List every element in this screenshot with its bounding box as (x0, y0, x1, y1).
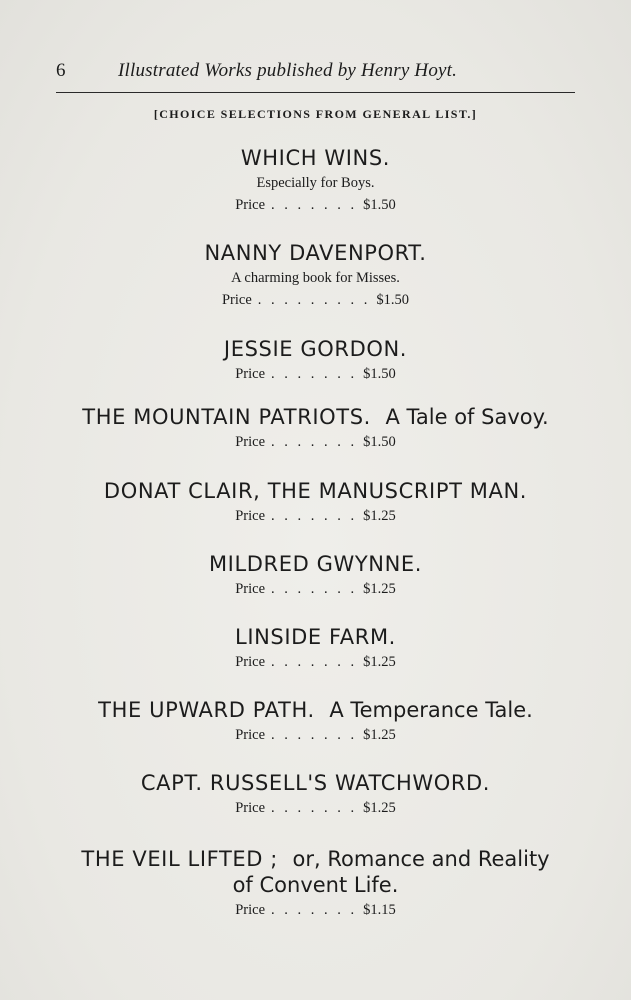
book-title (0, 478, 631, 504)
title-text: WHICH WINS. (240, 146, 391, 170)
price-leader-dots: . . . . . . . (271, 902, 358, 918)
catalog-entry (0, 240, 631, 310)
title-text: JESSIE GORDON. (223, 337, 408, 361)
title-text: NANNY DAVENPORT. (204, 241, 427, 265)
price-leader-dots: . . . . . . . (271, 508, 358, 524)
price-amount: $1.15 (363, 902, 396, 918)
price-amount: $1.50 (363, 197, 396, 213)
price-label: Price (235, 197, 266, 213)
running-title: Illustrated Works published by Henry Hoyt. (118, 60, 458, 81)
price-line (0, 652, 631, 672)
price-line (0, 725, 631, 745)
price-amount: $1.25 (363, 800, 396, 816)
price-leader-dots: . . . . . . . (271, 581, 358, 597)
book-title-line2 (0, 872, 631, 898)
book-title (0, 404, 631, 430)
catalog-entry (0, 697, 631, 745)
price-leader-dots: . . . . . . . (271, 197, 358, 213)
price-amount: $1.50 (363, 366, 396, 382)
price-line (0, 579, 631, 599)
title-subtitle: or, Romance and Reality (292, 847, 550, 871)
catalog-entry (0, 770, 631, 818)
book-title (0, 697, 631, 723)
title-text: CAPT. RUSSELL'S WATCHWORD. (140, 771, 491, 795)
book-title (0, 336, 631, 362)
catalog-entry (0, 551, 631, 599)
price-label: Price (235, 508, 266, 524)
price-line (0, 432, 631, 452)
price-label: Price (235, 366, 266, 382)
price-leader-dots: . . . . . . . (271, 727, 358, 743)
title-subtitle: A Tale of Savoy. (385, 405, 549, 429)
price-line (0, 506, 631, 526)
section-heading: [CHOICE SELECTIONS FROM GENERAL LIST.] (153, 107, 478, 121)
title-subtitle: A Temperance Tale. (329, 698, 533, 722)
price-line (0, 290, 631, 310)
price-label: Price (235, 581, 266, 597)
price-amount: $1.25 (363, 654, 396, 670)
price-leader-dots: . . . . . . . (271, 366, 358, 382)
price-leader-dots: . . . . . . . (271, 654, 358, 670)
book-description: A charming book for Misses. (231, 270, 400, 286)
title-text: DONAT CLAIR, THE MANUSCRIPT MAN. (103, 479, 528, 503)
price-leader-dots: . . . . . . . (271, 434, 358, 450)
price-label: Price (235, 800, 266, 816)
catalog-entry (0, 145, 631, 215)
price-amount: $1.25 (363, 508, 396, 524)
price-leader-dots: . . . . . . . . . (257, 292, 371, 308)
price-line (0, 364, 631, 384)
price-line (0, 195, 631, 215)
price-amount: $1.50 (363, 434, 396, 450)
title-text: THE VEIL LIFTED ; (81, 847, 278, 871)
price-label: Price (221, 292, 252, 308)
price-amount: $1.25 (363, 727, 396, 743)
price-amount: $1.25 (363, 581, 396, 597)
book-title (0, 624, 631, 650)
title-text: MILDRED GWYNNE. (208, 552, 423, 576)
book-title (0, 770, 631, 796)
price-label: Price (235, 727, 266, 743)
book-title (0, 240, 631, 266)
page-number: 6 (56, 60, 66, 81)
title-text: THE MOUNTAIN PATRIOTS. (82, 405, 371, 429)
book-title (0, 145, 631, 171)
running-head (56, 52, 575, 93)
price-line (0, 900, 631, 920)
price-amount: $1.50 (376, 292, 410, 308)
book-title (0, 846, 631, 872)
book-title (0, 551, 631, 577)
catalog-entry (0, 336, 631, 384)
price-line (0, 798, 631, 818)
catalog-entry (0, 624, 631, 672)
price-label: Price (235, 434, 266, 450)
book-description: Especially for Boys. (256, 175, 375, 191)
catalog-entry (0, 478, 631, 526)
title-text: THE UPWARD PATH. (98, 698, 315, 722)
catalog-entry (0, 404, 631, 452)
title-continuation: of Convent Life. (232, 873, 399, 897)
catalog-entry (0, 846, 631, 920)
price-leader-dots: . . . . . . . (271, 800, 358, 816)
price-label: Price (235, 654, 266, 670)
price-label: Price (235, 902, 266, 918)
title-text: LINSIDE FARM. (235, 625, 396, 649)
